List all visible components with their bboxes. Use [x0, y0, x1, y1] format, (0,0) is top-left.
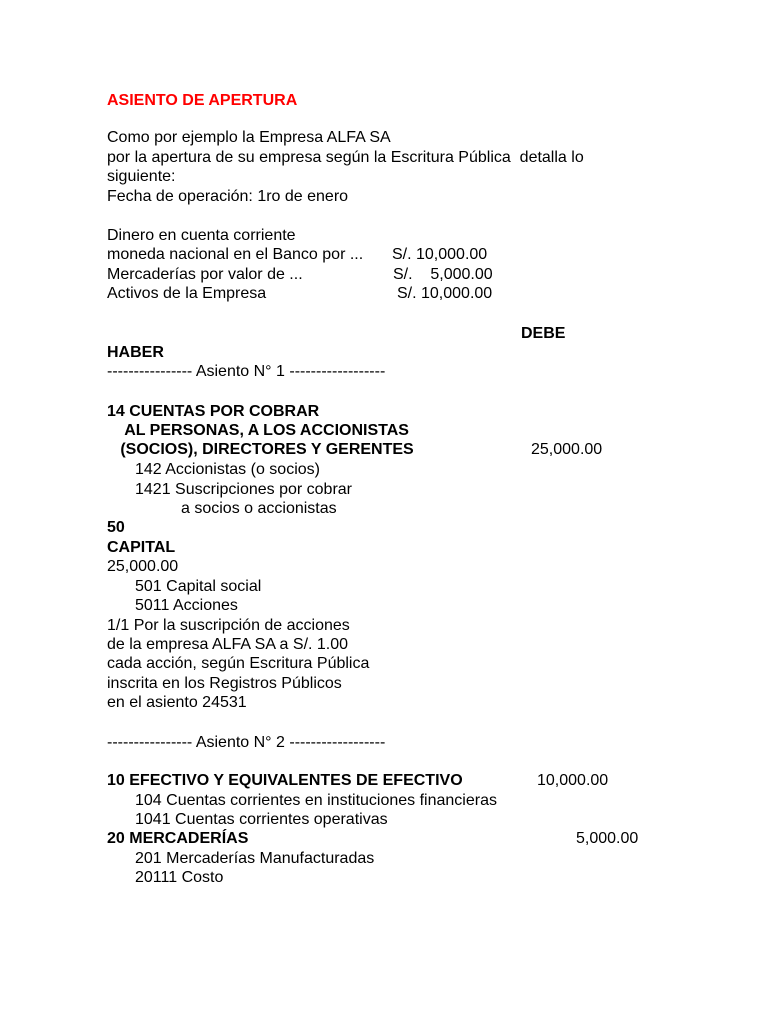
intro-line: Fecha de operación: 1ro de enero: [107, 188, 349, 205]
subaccount-line: 1421 Suscripciones por cobrar: [135, 481, 353, 498]
asset-line: moneda nacional en el Banco por ...: [107, 246, 364, 263]
account-heading: AL PERSONAS, A LOS ACCIONISTAS: [107, 422, 409, 439]
subaccount-line: 142 Accionistas (o socios): [135, 461, 320, 478]
subaccount-line: 1041 Cuentas corrientes operativas: [135, 811, 388, 828]
asiento-separator: ---------------- Asiento N° 1 ------------------: [107, 363, 386, 380]
debit-amount: 25,000.00: [531, 441, 603, 458]
credit-amount: 25,000.00: [107, 558, 179, 575]
intro-line: siguiente:: [107, 168, 176, 185]
haber-column-header: HABER: [107, 344, 164, 361]
gloss-line: inscrita en los Registros Públicos: [107, 675, 342, 692]
intro-line: Como por ejemplo la Empresa ALFA SA: [107, 129, 391, 146]
subaccount-line: 104 Cuentas corrientes en instituciones financieras: [135, 792, 497, 809]
account-heading: 20 MERCADERÍAS: [107, 830, 249, 847]
subaccount-line: 20111 Costo: [135, 869, 224, 886]
account-code: 50: [107, 519, 125, 536]
subaccount-line: 501 Capital social: [135, 578, 262, 595]
document-title: ASIENTO DE APERTURA: [107, 92, 298, 109]
gloss-line: de la empresa ALFA SA a S/. 1.00: [107, 636, 349, 653]
account-heading: CAPITAL: [107, 539, 176, 556]
subaccount-line: a socios o accionistas: [181, 500, 337, 517]
gloss-line: 1/1 Por la suscripción de acciones: [107, 617, 350, 634]
gloss-line: cada acción, según Escritura Pública: [107, 655, 370, 672]
asiento-separator: ---------------- Asiento N° 2 ------------------: [107, 734, 386, 751]
asset-amount: S/. 5,000.00: [393, 266, 493, 283]
asset-line: Dinero en cuenta corriente: [107, 227, 296, 244]
account-heading: 14 CUENTAS POR COBRAR: [107, 403, 320, 420]
debit-amount: 10,000.00: [537, 772, 609, 789]
debe-column-header: DEBE: [521, 325, 566, 342]
subaccount-line: 201 Mercaderías Manufacturadas: [135, 850, 375, 867]
intro-line: por la apertura de su empresa según la Escritura Pública detalla lo: [107, 149, 584, 166]
asset-amount: S/. 10,000.00: [397, 285, 493, 302]
subaccount-line: 5011 Acciones: [135, 597, 238, 614]
account-heading: (SOCIOS), DIRECTORES Y GERENTES: [107, 441, 414, 458]
debit-amount: 5,000.00: [576, 830, 639, 847]
gloss-line: en el asiento 24531: [107, 694, 247, 711]
asset-amount: S/. 10,000.00: [392, 246, 488, 263]
account-heading: 10 EFECTIVO Y EQUIVALENTES DE EFECTIVO: [107, 772, 463, 789]
asset-line: Activos de la Empresa: [107, 285, 267, 302]
asset-line: Mercaderías por valor de ...: [107, 266, 303, 283]
